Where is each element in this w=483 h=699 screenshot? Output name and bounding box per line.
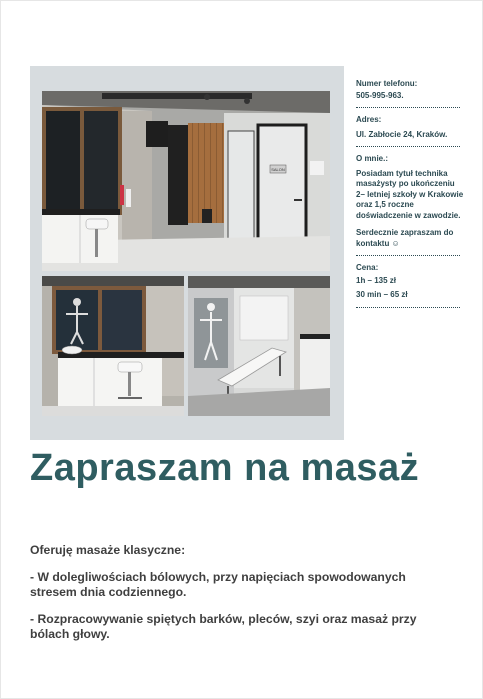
divider [356, 307, 460, 308]
offer-point-2: - Rozpracowywanie spiętych barków, pleców, szyi oraz masaż przy bólach głowy. [30, 612, 417, 641]
divider [356, 255, 460, 256]
photo-panel [30, 66, 344, 440]
address-value: Ul. Zabłocie 24, Kraków. [356, 129, 448, 139]
price-30min: 30 min – 65 zł [356, 290, 408, 299]
phone-label: Numer telefonu: [356, 79, 418, 88]
page-title: Zapraszam na masaż [30, 447, 420, 489]
price-label: Cena: [356, 263, 379, 272]
phone-value: 505-995-963. [356, 90, 404, 100]
divider [356, 146, 460, 147]
price-1h: 1h – 135 zł [356, 275, 397, 285]
about-label: O mnie.: [356, 154, 389, 163]
room-photo-table [188, 276, 330, 416]
about-text: Posiadam tytuł technika masażysty po ukończeniu 2– letniej szkoły w Krakowie oraz 1,5 roczne doświadczenie w zawodzie. [356, 168, 464, 220]
room-photo-desk [42, 276, 184, 416]
offer-text [30, 543, 450, 654]
invite-text: Serdecznie zapraszam do kontaktu ☺ [356, 228, 454, 248]
divider [356, 107, 460, 108]
room-photo-main [42, 91, 330, 271]
address-label: Adres: [356, 115, 382, 124]
offer-intro: Oferuję masaże klasyczne: [30, 543, 186, 557]
offer-point-1: - W dolegliwościach bólowych, przy napięciach spowodowanych stresem dnia codziennego. [30, 570, 406, 599]
door-sign: SALON [271, 167, 285, 172]
contact-sidebar [356, 79, 464, 315]
